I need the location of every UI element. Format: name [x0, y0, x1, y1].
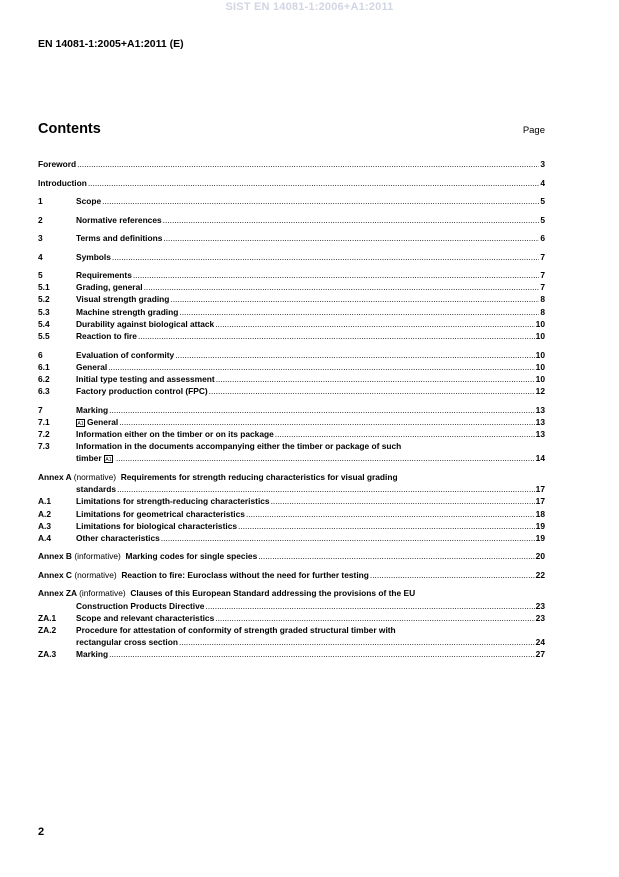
toc-title-line1: Information in the documents accompanying either the timber or package of such [76, 441, 402, 452]
toc-title: Scope and relevant characteristics [76, 612, 215, 623]
toc-number: 7.3 [38, 441, 50, 452]
toc-title-line2: rectangular cross section [76, 637, 178, 648]
toc-entry-7[interactable] [38, 404, 545, 416]
toc-number: 4 [38, 251, 43, 262]
toc-entry-6-1[interactable] [38, 361, 545, 373]
toc-page: 3 [540, 159, 545, 169]
leader-dots [205, 600, 534, 612]
toc-entry-annex-a[interactable] [38, 471, 545, 495]
leader-dots [271, 495, 535, 507]
toc-page: 6 [540, 233, 545, 243]
toc-title: Reaction to fire: Euroclass without the need for further testing [121, 569, 369, 580]
toc-number: ZA.1 [38, 612, 57, 623]
toc-number: 5.5 [38, 331, 50, 342]
toc-page: 12 [535, 386, 545, 397]
toc-entry-5-5[interactable] [38, 330, 545, 342]
toc-title: Terms and definitions [76, 233, 163, 243]
toc-title: Introduction [38, 177, 87, 188]
toc-page: 19 [535, 520, 545, 531]
a1-close-marker-icon: A1 [105, 457, 112, 464]
toc-number: 6 [38, 349, 43, 360]
toc-title-line2: Construction Products Directive [76, 600, 205, 611]
toc-page: 23 [535, 612, 545, 623]
toc-entry-za-3[interactable] [38, 648, 545, 660]
toc-entry-a-4[interactable] [38, 532, 545, 544]
toc-page: 24 [535, 637, 545, 648]
toc-page: 14 [535, 453, 545, 464]
annex-label: Annex B [38, 551, 72, 562]
leader-dots [88, 177, 539, 189]
leader-dots [275, 428, 535, 440]
toc-page: 20 [535, 551, 545, 562]
toc-title: Symbols [76, 251, 111, 262]
toc-title: Limitations for strength-reducing characteristics [76, 496, 270, 507]
page-number: 2 [38, 826, 45, 838]
toc-entry-4[interactable] [38, 251, 545, 263]
toc-page: 7 [540, 251, 545, 262]
toc-entry-5-1[interactable] [38, 281, 545, 293]
toc-number: 5.4 [38, 318, 50, 329]
annex-kind: (normative) [74, 569, 117, 580]
leader-dots [109, 648, 535, 660]
toc-title: Other characteristics [76, 532, 160, 543]
toc-entry-7-2[interactable] [38, 428, 545, 440]
toc-entry-za-2[interactable] [38, 624, 545, 648]
toc-page: 8 [540, 294, 545, 305]
toc-number: A.4 [38, 532, 52, 543]
toc-title: Visual strength grading [76, 294, 170, 305]
toc-page: 10 [535, 373, 545, 384]
toc-number: 6.3 [38, 386, 50, 397]
toc-number: 5.1 [38, 282, 50, 293]
toc-entry-a-1[interactable] [38, 495, 545, 507]
toc-number: ZA.3 [38, 649, 57, 660]
table-of-contents [38, 158, 545, 661]
annex-kind: (normative) [73, 471, 117, 482]
leader-dots [163, 232, 539, 244]
toc-entry-7-1[interactable] [38, 416, 545, 428]
toc-number: 1 [38, 196, 43, 206]
toc-title: Normative references [76, 214, 162, 225]
toc-number: 7 [38, 404, 43, 415]
toc-title: Limitations for geometrical characteristics [76, 508, 245, 519]
toc-entry-7-3[interactable] [38, 440, 545, 464]
toc-number: 7.2 [38, 429, 50, 440]
toc-page: 7 [540, 270, 545, 280]
toc-entry-annex-za[interactable] [38, 587, 545, 611]
toc-number: A.2 [38, 508, 52, 519]
toc-number: ZA.2 [38, 625, 57, 636]
toc-title: Reaction to fire [76, 331, 137, 342]
toc-page: 13 [535, 404, 545, 415]
document-header: EN 14081-1:2005+A1:2011 (E) [38, 38, 184, 50]
leader-dots [209, 385, 535, 397]
toc-title: Limitations for biological characteristics [76, 520, 238, 531]
toc-page: 13 [535, 429, 545, 440]
leader-dots [163, 214, 540, 226]
leader-dots [246, 508, 535, 520]
toc-title: Information either on the timber or on its package [76, 429, 274, 440]
toc-page: 7 [540, 282, 545, 293]
leader-dots [112, 251, 539, 263]
toc-number: A.1 [38, 496, 52, 507]
leader-dots [102, 195, 539, 207]
leader-dots [215, 318, 534, 330]
toc-entry-za-1[interactable] [38, 612, 545, 624]
toc-page: 22 [535, 569, 545, 580]
toc-page: 10 [535, 349, 545, 360]
toc-entry-foreword[interactable] [38, 158, 545, 170]
leader-dots [77, 158, 539, 170]
toc-title-line1: Procedure for attestation of conformity of strength graded structural timber with [76, 625, 396, 636]
leader-dots [215, 612, 534, 624]
toc-page: 5 [540, 196, 545, 206]
toc-number: 6.1 [38, 361, 50, 372]
toc-title: Requirements [76, 270, 132, 280]
annex-kind: (informative) [79, 588, 126, 599]
toc-page: 18 [535, 508, 545, 519]
toc-title: Marking codes for single species [125, 551, 258, 562]
leader-dots [175, 349, 534, 361]
toc-page: 5 [540, 214, 545, 225]
toc-title: General [87, 416, 119, 427]
toc-number: 7.1 [38, 416, 50, 427]
leader-dots [133, 269, 539, 281]
toc-title-line2: timber [76, 453, 102, 464]
a1-open-marker-icon: A1 [77, 420, 84, 427]
leader-dots [108, 361, 534, 373]
toc-number: A.3 [38, 520, 52, 531]
toc-entry-5-4[interactable] [38, 318, 545, 330]
toc-page: 27 [535, 649, 545, 660]
leader-dots [170, 293, 539, 305]
toc-title: Scope [76, 196, 102, 206]
toc-number: 5.3 [38, 306, 50, 317]
toc-page: 10 [535, 361, 545, 372]
toc-title: Machine strength grading [76, 306, 179, 317]
toc-entry-a-2[interactable] [38, 508, 545, 520]
leader-dots [179, 306, 539, 318]
toc-number: 2 [38, 214, 43, 225]
leader-dots [116, 452, 535, 464]
toc-title-line2: standards [76, 484, 117, 495]
toc-number: 5 [38, 270, 43, 280]
annex-kind: (informative) [74, 551, 121, 562]
leader-dots [119, 416, 534, 428]
annex-label: Annex ZA [38, 588, 77, 599]
leader-dots [161, 532, 535, 544]
page-column-label: Page [522, 125, 545, 136]
toc-number: 3 [38, 233, 43, 243]
toc-entry-introduction[interactable] [38, 177, 545, 189]
toc-title: Marking [76, 404, 109, 415]
contents-title: Contents [38, 121, 101, 137]
watermark: SIST EN 14081-1:2006+A1:2011 [225, 1, 394, 13]
leader-dots [216, 373, 535, 385]
toc-entry-a-3[interactable] [38, 520, 545, 532]
toc-title: Initial type testing and assessment [76, 373, 215, 384]
toc-page: 19 [535, 532, 545, 543]
toc-page: 23 [535, 600, 545, 611]
toc-entry-annex-b[interactable] [38, 550, 545, 562]
toc-entry-3[interactable] [38, 232, 545, 244]
toc-page: 4 [540, 177, 545, 188]
toc-entry-2[interactable] [38, 214, 545, 226]
leader-dots [370, 569, 535, 581]
toc-number: 5.2 [38, 294, 50, 305]
leader-dots [109, 404, 535, 416]
toc-title: Grading, general [76, 282, 143, 293]
toc-page: 13 [535, 416, 545, 427]
leader-dots [179, 636, 535, 648]
toc-entry-6-3[interactable] [38, 385, 545, 397]
toc-page: 10 [535, 318, 545, 329]
toc-title: Marking [76, 649, 109, 660]
toc-entry-6[interactable] [38, 349, 545, 361]
leader-dots [138, 330, 535, 342]
leader-dots [238, 520, 535, 532]
annex-label: Annex A [38, 471, 72, 482]
toc-number: 6.2 [38, 373, 50, 384]
toc-title: General [76, 361, 108, 372]
toc-entry-1[interactable] [38, 195, 545, 207]
toc-title-line1: Requirements for strength reducing characteristics for visual grading [120, 471, 398, 482]
toc-page: 17 [535, 484, 545, 495]
toc-title: Evaluation of conformity [76, 349, 175, 360]
toc-entry-5[interactable] [38, 269, 545, 281]
leader-dots [144, 281, 540, 293]
toc-title: Foreword [38, 159, 77, 169]
leader-dots [258, 550, 534, 562]
toc-entry-annex-c[interactable] [38, 569, 545, 581]
toc-page: 8 [540, 306, 545, 317]
toc-entry-5-3[interactable] [38, 306, 545, 318]
toc-page: 17 [535, 496, 545, 507]
annex-label: Annex C [38, 569, 72, 580]
toc-entry-6-2[interactable] [38, 373, 545, 385]
toc-entry-5-2[interactable] [38, 293, 545, 305]
toc-title-line1: Clauses of this European Standard addressing the provisions of the EU [130, 588, 416, 599]
leader-dots [117, 483, 535, 495]
toc-page: 10 [535, 331, 545, 342]
toc-title: Factory production control (FPC) [76, 386, 208, 397]
toc-title: Durability against biological attack [76, 318, 215, 329]
